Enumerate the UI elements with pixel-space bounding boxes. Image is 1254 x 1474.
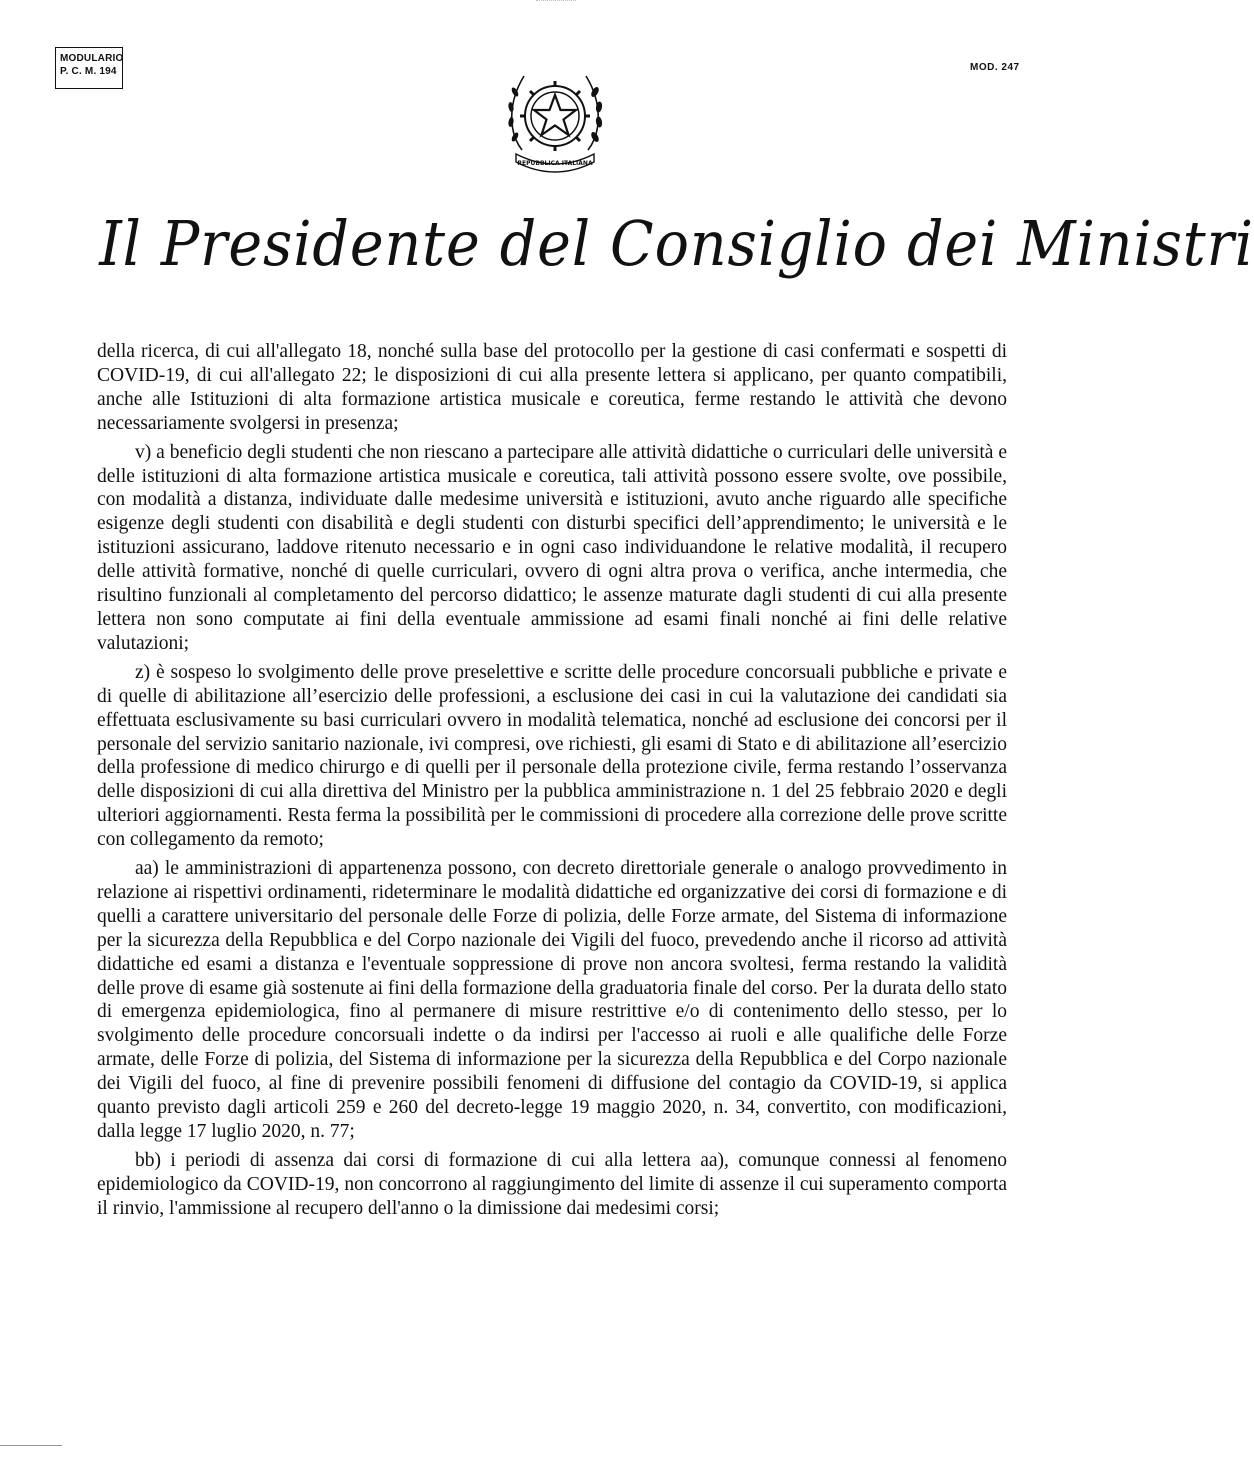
paragraph-item-bb: bb) i periodi di assenza dai corsi di formazione di cui alla lettera aa), comunque connessi al fenomeno epidemiologico da COVID-19, non concorrono al raggiungimento del limite di assenze il cui superamento comporta il rinvio, l'ammissione al recupero dell'anno o la dimissione dai medesimi corsi; — [97, 1149, 1007, 1219]
paragraph-item-v: v) a beneficio degli studenti che non riescano a partecipare alle attività didattiche o curriculari delle università e delle istituzioni di alta formazione artistica musicale e coreutica, tali attività possono essere svolte, ove possibile, con modalità a distanza, individuate dalle medesime università e istituzioni, avuto anche riguardo alle specifiche esigenze degli studenti con disabilità e degli studenti con disturbi specifici dell’apprendimento; le università e le istituzioni assicurano, laddove ritenuto necessario e in ogni caso individuandone le relative modalità, il recupero delle attività formative, nonché di quelle curriculari, ovvero di ogni altra prova o verifica, anche intermedia, che risultino funzionali al completamento del percorso didattico; le assenze maturate dagli studenti di cui alla presente lettera non sono computate ai fini della eventuale ammissione ad esami finali nonché ai fini delle relative valutazioni; — [97, 441, 1007, 654]
document-body — [97, 340, 1007, 1221]
emblem-ribbon-text: REPUBBLICA ITALIANA — [517, 160, 593, 167]
paragraph-item-z: z) è sospeso lo svolgimento delle prove preselettive e scritte delle procedure concorsuali pubbliche e private e di quelle di abilitazione all’esercizio delle professioni, a esclusione dei casi in cui la valutazione dei candidati sia effettuata esclusivamente su basi curriculari ovvero in modalità telematica, nonché ad esclusione dei concorsi per il personale del servizio sanitario nazionale, ivi compresi, ove richiesti, gli esami di Stato e di abilitazione all’esercizio della professione di medico chirurgo e di quelli per il personale della protezione civile, ferma restando l’osservanza delle disposizioni di cui alla direttiva del Ministro per la pubblica amministrazione n. 1 del 25 febbraio 2020 e degli ulteriori aggiornamenti. Resta ferma la possibilità per le commissioni di procedere alla correzione delle prove scritte con collegamento da remoto; — [97, 661, 1007, 851]
form-code: MOD. 247 — [970, 62, 1020, 73]
form-box-line-1: MODULARIO — [60, 53, 124, 64]
form-box-line-2: P. C. M. 194 — [60, 66, 117, 77]
margin-rule — [0, 1445, 62, 1446]
paragraph-continuation: della ricerca, di cui all'allegato 18, nonché sulla base del protocollo per la gestione di casi confermati e sospetti di COVID-19, di cui all'allegato 22; le disposizioni di cui alla presente lettera si applicano, per quanto compatibili, anche alle Istituzioni di alta formazione artistica musicale e coreutica, ferme restando le attività che devono necessariamente svolgersi in presenza; — [97, 341, 1007, 434]
form-number-box — [55, 47, 123, 89]
top-scan-mark — [536, 0, 576, 7]
document-heading: Il Presidente del Consiglio dei Ministri — [99, 207, 1254, 280]
republic-emblem-icon — [502, 62, 608, 176]
paragraph-item-aa: aa) le amministrazioni di appartenenza possono, con decreto direttoriale generale o analogo provvedimento in relazione ai rispettivi ordinamenti, rideterminare le modalità didattiche ed organizzative dei corsi di formazione e di quelli a carattere universitario del personale delle Forze di polizia, delle Forze armate, del Sistema di informazione per la sicurezza della Repubblica e del Corpo nazionale dei Vigili del fuoco, prevedendo anche il ricorso ad attività didattiche ed esami a distanza e l'eventuale soppressione di prove non ancora svoltesi, ferma restando la validità delle prove di esame già sostenute ai fini della formazione della graduatoria finale del corso. Per la durata dello stato di emergenza epidemiologica, fino al permanere di misure restrittive e/o di contenimento dello stesso, per lo svolgimento delle procedure concorsuali indette o da indirsi per l'accesso ai ruoli e alle qualifiche delle Forze armate, delle Forze di polizia, del Sistema di informazione per la sicurezza della Repubblica e del Corpo nazionale dei Vigili del fuoco, al fine di prevenire possibili fenomeni di diffusione del contagio da COVID-19, si applica quanto previsto dagli articoli 259 e 260 del decreto-legge 19 maggio 2020, n. 34, convertito, con modificazioni, dalla legge 17 luglio 2020, n. 77; — [97, 858, 1007, 1142]
